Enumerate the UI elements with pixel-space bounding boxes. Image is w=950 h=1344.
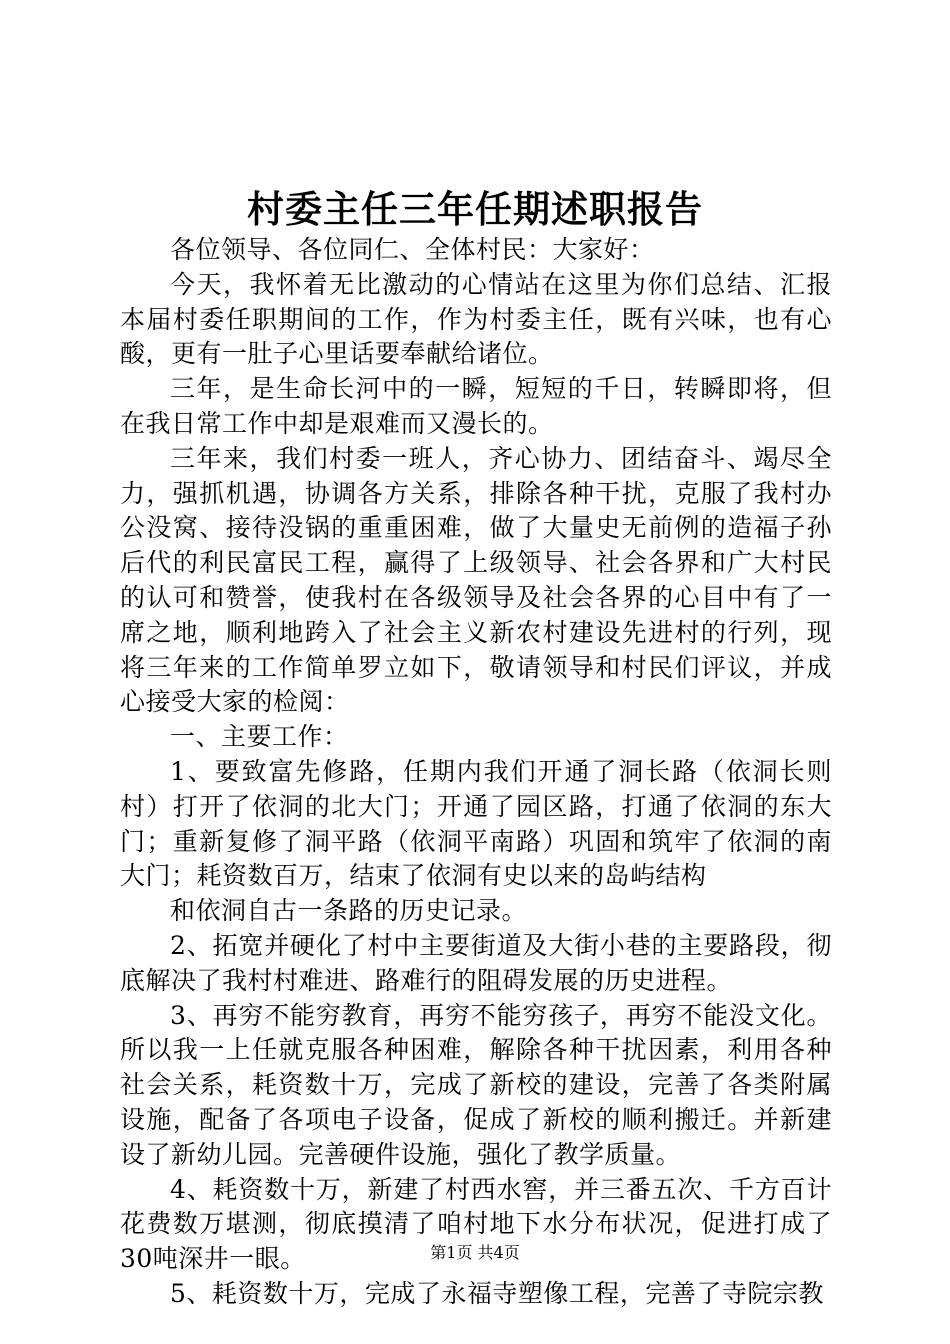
document-body (120, 233, 832, 1312)
section-heading-main-work: 一、主要工作： (170, 722, 349, 752)
paragraph-intro: 今天，我怀着无比激动的心情站在这里为你们总结、汇报本届村委任职期间的工作，作为村委主任，既有兴味，也有心酸，更有一肚子心里话要奉献给诸位。 (120, 269, 832, 369)
paragraph-item-2: 2、拓宽并硬化了村中主要街道及大街小巷的主要路段，彻底解决了我村村难进、路难行的阻碍发展的历史进程。 (120, 930, 832, 995)
page-title: 村委主任三年任期述职报告 (247, 187, 703, 231)
paragraph-item-1: 1、要致富先修路，任期内我们开通了洞长路（依洞长则村）打开了依洞的北大门；开通了园区路，打通了依洞的东大门；重新复修了洞平路（依洞平南路）巩固和筑牢了依洞的南大门；耗资数百万，结束了依洞有史以来的岛屿结构 (120, 756, 832, 891)
paragraph-greeting: 各位领导、各位同仁、全体村民：大家好： (170, 235, 655, 264)
paragraph-item-5: 5、耗资数十万，完成了永福寺塑像工程，完善了寺院宗教 (170, 1278, 824, 1308)
paragraph-summary: 三年来，我们村委一班人，齐心协力、团结奋斗、竭尽全力，强抓机遇，协调各方关系，排除各种干扰，克服了我村办公没窝、接待没锅的重重困难，做了大量史无前例的造福子孙后代的利民富民工程，赢得了上级领导、社会各界和广大村民的认可和赞誉，使我村在各级领导及社会各界的心目中有了一席之地，顺利地跨入了社会主义新农村建设先进村的行列，现将三年来的工作简单罗立如下，敬请领导和村民们评议，并成心接受大家的检阅： (120, 443, 832, 717)
paragraph-three-years: 三年，是生命长河中的一瞬，短短的千日，转瞬即将，但在我日常工作中却是艰难而又漫长的。 (120, 374, 832, 438)
paragraph-item-4: 4、耗资数十万，新建了村西水窖，并三番五次、千方百计花费数万堪测，彻底摸清了咱村地下水分布状况，促进打成了30吨深井一眼。 (120, 1174, 832, 1274)
paragraph-item-3: 3、再穷不能穷教育，再穷不能穷孩子，再穷不能没文化。所以我一上任就克服各种困难，解除各种干扰因素，利用各种社会关系，耗资数十万，完成了新校的建设，完善了各类附属设施，配备了各项电子设备，促成了新校的顺利搬迁。并新建设了新幼儿园。完善硬件设施，强化了教学质量。 (120, 1000, 832, 1169)
page-footer: 第1页 共4页 (430, 1243, 520, 1262)
paragraph-item-1-continued: 和依洞自古一条路的历史记录。 (170, 896, 528, 926)
